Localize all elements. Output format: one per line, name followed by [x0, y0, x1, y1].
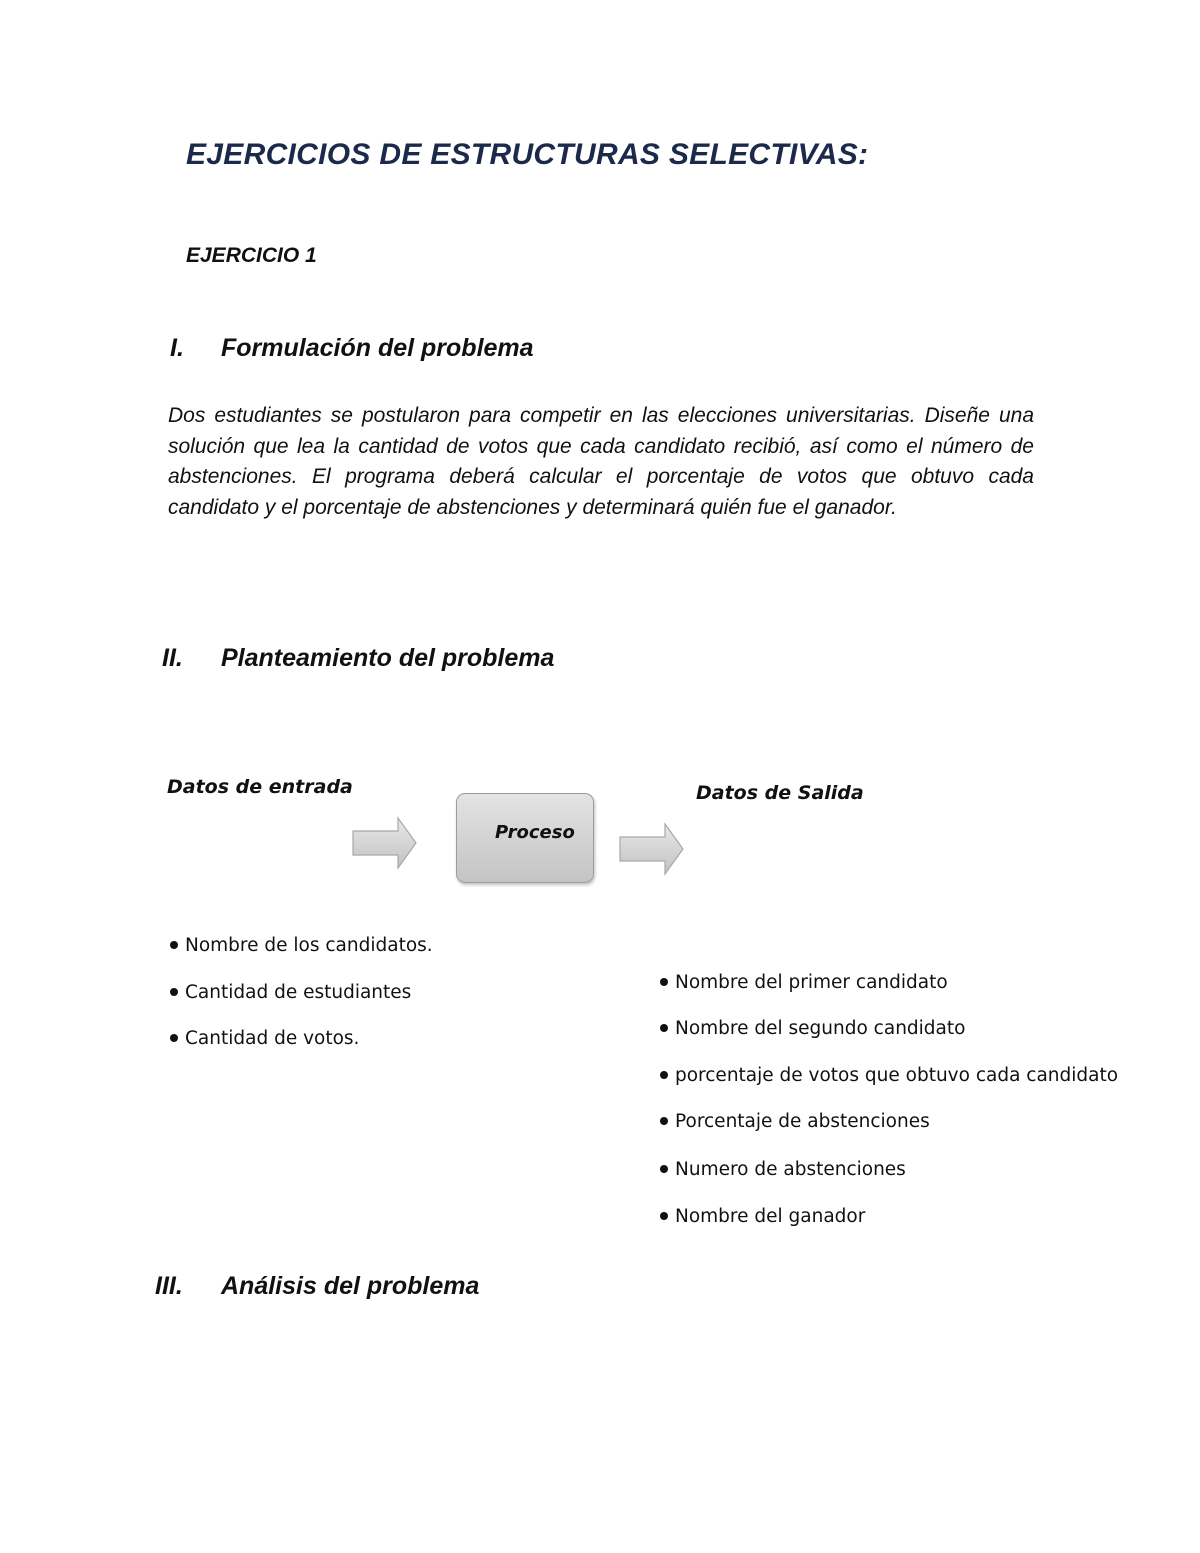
- output-data-label: Datos de Salida: [696, 782, 864, 804]
- section-title: Análisis del problema: [221, 1272, 480, 1300]
- section-number: III.: [155, 1272, 183, 1300]
- list-item: Cantidad de votos.: [170, 1028, 359, 1049]
- process-box: [456, 793, 594, 883]
- list-item: Nombre del primer candidato: [660, 972, 948, 993]
- section-heading-planteamiento: [162, 644, 762, 673]
- section-number: II.: [162, 644, 183, 672]
- bullet-icon: [660, 978, 668, 986]
- section-title: Planteamiento del problema: [221, 644, 555, 672]
- list-item: Nombre del segundo candidato: [660, 1018, 965, 1039]
- list-item: Numero de abstenciones: [660, 1159, 906, 1180]
- input-arrow-icon: [350, 815, 420, 871]
- input-data-label: Datos de entrada: [167, 776, 353, 798]
- section-title: Formulación del problema: [221, 334, 534, 362]
- output-arrow-icon: [617, 821, 687, 877]
- section-number: I.: [170, 334, 184, 362]
- problem-statement: Dos estudiantes se postularon para competir en las elecciones universitarias. Diseñe una solución que lea la cantidad de votos que cada candidato recibió, así como el número de abstenciones. El programa deberá calcular el porcentaje de votos que obtuvo cada candidato y el porcentaje de abstenciones y determinará quién fue el ganador.: [168, 404, 1034, 519]
- bullet-icon: [170, 1034, 178, 1042]
- list-item: porcentaje de votos que obtuvo cada candidato: [660, 1065, 1118, 1086]
- list-item: Nombre del ganador: [660, 1206, 865, 1227]
- bullet-icon: [660, 1165, 668, 1173]
- bullet-icon: [660, 1212, 668, 1220]
- list-item: Cantidad de estudiantes: [170, 982, 411, 1003]
- bullet-icon: [660, 1024, 668, 1032]
- exercise-label: EJERCICIO 1: [186, 244, 317, 267]
- section-heading-formulacion: [170, 334, 770, 363]
- bullet-icon: [170, 941, 178, 949]
- bullet-icon: [660, 1071, 668, 1079]
- bullet-icon: [660, 1117, 668, 1125]
- process-label: Proceso: [495, 822, 575, 843]
- list-item: Nombre de los candidatos.: [170, 935, 433, 956]
- section-heading-analisis: [155, 1272, 755, 1301]
- document-title: EJERCICIOS DE ESTRUCTURAS SELECTIVAS:: [186, 138, 869, 171]
- bullet-icon: [170, 988, 178, 996]
- list-item: Porcentaje de abstenciones: [660, 1111, 930, 1132]
